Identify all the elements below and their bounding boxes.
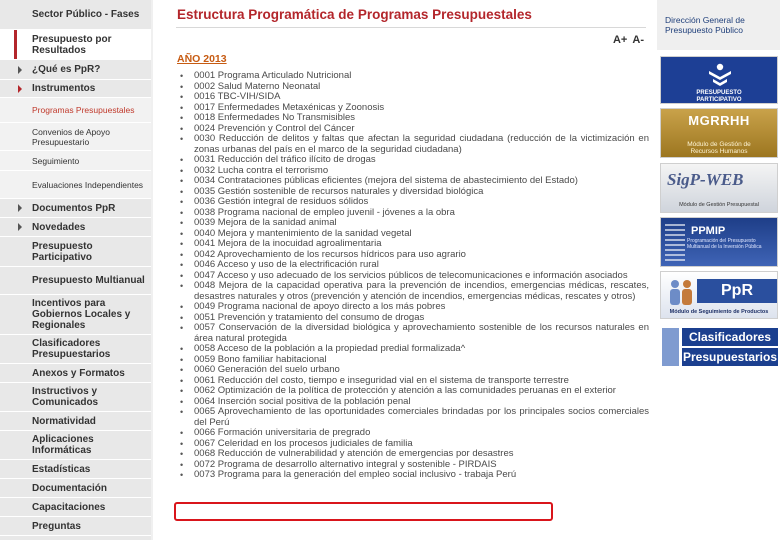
program-list-item[interactable]: • 0018 Enfermedades No Transmisibles [177,113,649,124]
sidebar-item-label: ¿Qué es PpR? [32,64,101,75]
program-list-item[interactable]: • 0059 Bono familiar habitacional [177,355,649,366]
sidebar-subitem-convenios[interactable] [0,123,151,151]
banner-subtitle: Presupuestarios [682,350,778,364]
presupuesto-participativo-banner[interactable] [660,56,778,104]
program-list-item[interactable]: • 0073 Programa para la generación del empleo social inclusivo - trabaja Perú [177,470,649,481]
sidebar-item-presupuesto-multianual[interactable] [0,267,151,295]
sidebar-item-incentivos[interactable] [0,295,151,335]
sidebar-item-label: Presupuesto por Resultados [32,33,112,56]
banner-subtitle: Módulo de Seguimiento de Productos [669,309,769,315]
sidebar-item-label: Novedades [32,221,86,233]
program-list-item[interactable]: • 0038 Programa nacional de empleo juvenil - jóvenes a la obra [177,208,649,219]
program-list-item[interactable]: • 0057 Conservación de la diversidad biológica y aprovechamiento sostenible de los recursos naturales en área natural protegida [177,323,649,344]
stripe-pattern-icon [665,224,685,262]
sidebar-item-label: Instrumentos [32,83,96,94]
sidebar-subitem-evaluaciones[interactable] [0,171,151,199]
sidebar-item-capacitaciones[interactable] [0,498,151,517]
sidebar-item-label: Programas Presupuestales [32,105,135,115]
program-list-item[interactable]: • 0060 Generación del suelo urbano [177,365,649,376]
sidebar-item-preguntas[interactable] [0,517,151,536]
program-list-item[interactable]: • 0001 Programa Articulado Nutricional [177,71,649,82]
sidebar-item-label: Documentación [32,482,108,494]
program-list-item[interactable]: • 0067 Celeridad en los procesos judiciales de familia [177,439,649,450]
sidebar-subitem-seguimiento[interactable] [0,151,151,171]
active-marker [14,30,17,59]
sidebar-item-label: Anexos y Formatos [32,367,125,379]
program-list-item[interactable]: • 0051 Prevención y tratamiento del consumo de drogas [177,313,649,324]
decorative-square-icon [662,328,679,366]
program-list-item[interactable]: • 0058 Acceso de la población a la propiedad predial formalizada^ [177,344,649,355]
banner-subtitle: Programación del Presupuesto Multianual de la Inversión Pública [687,238,762,250]
mgrrhh-banner[interactable] [660,108,778,158]
font-size-controls [611,34,644,46]
year-link[interactable]: AÑO 2013 [177,53,227,65]
sidebar-item-instrumentos[interactable] [0,80,151,98]
program-list-item[interactable]: • 0002 Salud Materno Neonatal [177,82,649,93]
program-list-item[interactable]: • 0049 Programa nacional de apoyo directo a los más pobres [177,302,649,313]
program-list-item[interactable]: • 0034 Contrataciones públicas eficientes (mejora del sistema de abastecimiento del Estado) [177,176,649,187]
program-list-item[interactable]: • 0048 Mejora de la capacidad operativa para la prevención de incendios, emergencias médicas, rescates, desastres naturales y otros (prevención y atención de incendios, emergencias médicas, rescates y otros) [177,281,649,302]
chevron-right-icon [18,204,22,212]
program-list-item[interactable]: • 0032 Lucha contra el terrorismo [177,166,649,177]
sidebar-item-clasificadores[interactable] [0,335,151,364]
program-list-item[interactable]: • 0061 Reducción del costo, tiempo e inseguridad vial en el sistema de transporte terrestre [177,376,649,387]
title-divider [176,27,646,28]
font-smaller-button[interactable]: A- [632,34,644,46]
right-banner-column [657,0,780,540]
sidebar-item-documentos-ppr[interactable] [0,199,151,218]
banner-pp-line-1: PRESUPUESTO [696,90,742,96]
sigp-web-banner[interactable] [660,163,778,213]
sidebar-item-label: Normatividad [32,415,96,427]
banner-title: PPMIP [691,225,726,237]
banner-pp-line-2: PARTICIPATIVO [696,96,742,103]
font-larger-button[interactable]: A+ [612,34,628,46]
program-list-item[interactable]: • 0016 TBC-VIH/SIDA [177,92,649,103]
left-sidebar [0,0,153,540]
program-list-item[interactable]: • 0042 Aprovechamiento de los recursos hídricos para uso agrario [177,250,649,261]
ppr-banner[interactable] [660,271,778,319]
banner-title: Clasificadores [682,328,778,346]
banner-mgrrhh-line-2: Recursos Humanos [690,148,748,155]
sidebar-item-label: Preguntas [32,520,81,532]
program-list-item[interactable]: • 0047 Acceso y uso adecuado de los servicios públicos de telecomunicaciones e información asociados [177,271,649,282]
sidebar-item-label: Aplicaciones Informáticas [32,434,94,456]
program-list-item[interactable]: • 0064 Inserción social positiva de la población penal [177,397,649,408]
sidebar-item-label: Seguimiento [32,155,80,166]
sidebar-item-documentacion[interactable] [0,479,151,498]
banner-title: MGRRHH [688,113,750,128]
people-group-icon [667,278,695,308]
dgpp-header[interactable] [657,0,780,50]
sidebar-item-label: Presupuesto Multianual [32,275,145,286]
chevron-right-icon [18,223,22,231]
sidebar-subitem-programas-presupuestales[interactable] [0,98,151,123]
sidebar-item-label: Presupuesto Participativo [32,240,93,263]
dgpp-label [665,15,775,35]
banner-subtitle [661,141,777,155]
dgpp-line-2: Presupuesto Público [665,25,743,35]
sidebar-item-novedades[interactable] [0,218,151,237]
chevron-right-icon [18,85,22,93]
sidebar-item-que-es-ppr[interactable] [0,60,151,80]
program-list [177,71,649,481]
program-list-item[interactable]: • 0065 Aprovechamiento de las oportunidades comerciales brindadas por los principales socios comerciales del Perú [177,407,649,428]
sidebar-item-label: Evaluaciones Independientes [32,179,144,190]
program-list-item[interactable]: • 0066 Formación universitaria de pregrado [177,428,649,439]
banner-title: SigP-WEB [667,170,744,189]
program-list-item[interactable]: • 0040 Mejora y mantenimiento de la sanidad vegetal [177,229,649,240]
sidebar-item-normatividad[interactable] [0,412,151,431]
banner-subtitle: Módulo de Gestión Presupuestal [679,202,759,208]
program-list-item[interactable]: • 0062 Optimización de la política de protección y atención a las comunidades peruanas en el exterior [177,386,649,397]
sidebar-item-label: Documentos PpR [32,202,116,214]
program-list-item[interactable]: • 0024 Prevención y Control del Cáncer [177,124,649,135]
clasificadores-banner[interactable] [660,323,778,371]
sidebar-item-sector-publico[interactable] [0,0,151,30]
sidebar-item-label: Clasificadores Presupuestarios [32,338,111,360]
sidebar-item-label: Estadísticas [32,463,91,475]
banner-title: PpR [697,279,777,303]
sidebar-item-label: Incentivos para Gobiernos Locales y Regionales [32,298,131,331]
program-list-item[interactable]: • 0068 Reducción de vulnerabilidad y atención de emergencias por desastres [177,449,649,460]
chevron-right-icon [18,66,22,74]
sidebar-item-aplicaciones[interactable] [0,431,151,460]
program-list-item[interactable]: • 0072 Programa de desarrollo alternativo integral y sostenible - PIRDAIS [177,460,649,471]
main-content [168,0,650,540]
program-list-item[interactable]: • 0017 Enfermedades Metaxénicas y Zoonosis [177,103,649,114]
banner-mgrrhh-line-1: Módulo de Gestión de [687,141,751,148]
sidebar-item-presupuesto-participativo[interactable] [0,237,151,267]
page-title: Estructura Programática de Programas Presupuestales [177,7,532,22]
sidebar-item-label: Convenios de Apoyo Presupuestario [32,126,110,147]
sidebar-item-label: Sector Público - Fases [32,9,140,20]
program-list-item[interactable]: • 0041 Mejora de la inocuidad agroalimentaria [177,239,649,250]
program-list-item[interactable]: • 0036 Gestión integral de residuos sólidos [177,197,649,208]
program-list-item[interactable]: • 0039 Mejora de la sanidad animal [177,218,649,229]
people-logo-icon [706,63,734,87]
sidebar-item-label: Instructivos y Comunicados [32,386,99,408]
program-list-item[interactable]: • 0035 Gestión sostenible de recursos naturales y diversidad biológica [177,187,649,198]
program-list-item[interactable]: • 0031 Reducción del tráfico ilícito de drogas [177,155,649,166]
program-list-item[interactable]: • 0046 Acceso y uso de la electrificación rural [177,260,649,271]
ppmip-banner[interactable] [660,217,778,267]
program-list-item[interactable]: • 0030 Reducción de delitos y faltas que afectan la seguridad ciudadana (reducción de la victimización en zonas urbanas del país en el marco de la seguridad ciudadana) [177,134,649,155]
sidebar-item-presupuesto-por-resultados[interactable] [0,30,151,60]
sidebar-item-label: Capacitaciones [32,501,106,513]
dgpp-line-1: Dirección General de [665,15,745,25]
sidebar-item-anexos[interactable] [0,364,151,383]
banner-subtitle [661,90,777,103]
sidebar-item-instructivos[interactable] [0,383,151,412]
sidebar-item-estadisticas[interactable] [0,460,151,479]
